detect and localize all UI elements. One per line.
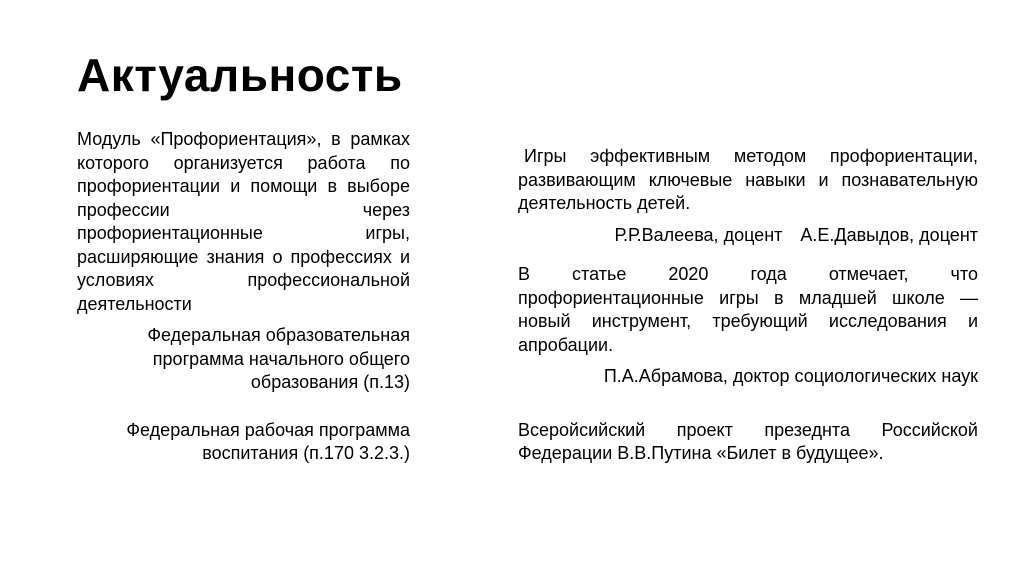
- module-description: Модуль «Профориентация», в рамках которого организуется работа по профориентации и помощи в выборе профессии через профориентационные игры, расширяющие знания о профессиях и условиях профессиональной деятельности: [77, 129, 410, 314]
- reference-federal-upbringing-program: Федеральная рабочая программа воспитания (п.170 3.2.3.): [126, 419, 410, 463]
- quote-ticket-to-future: Всеройсийский проект презеднта Российской Федерации В.В.Путина «Билет в будущее».: [518, 419, 978, 463]
- reference-federal-education-program: Федеральная образовательная программа начального общего образования (п.13): [147, 325, 410, 392]
- author-davydov: А.Е.Давыдов, доцент: [800, 224, 978, 245]
- author-abramova: П.А.Абрамова, доктор социологических наук: [603, 366, 978, 386]
- slide-title: Актуальность: [77, 49, 403, 101]
- quote-article-2020: В статье 2020 года отмечает, что профориентационные игры в младшей школе — новый инструмент, требующий исследования и апробации.: [518, 264, 978, 355]
- authors-line: [518, 224, 978, 248]
- quote-games-method: Игры эффективным методом профориентации, развивающим ключевые навыки и познавательную деятельность детей.: [518, 146, 978, 213]
- left-column: [77, 128, 410, 466]
- right-column: [518, 145, 978, 466]
- author-valeeva: Р.Р.Валеева, доцент: [614, 224, 783, 245]
